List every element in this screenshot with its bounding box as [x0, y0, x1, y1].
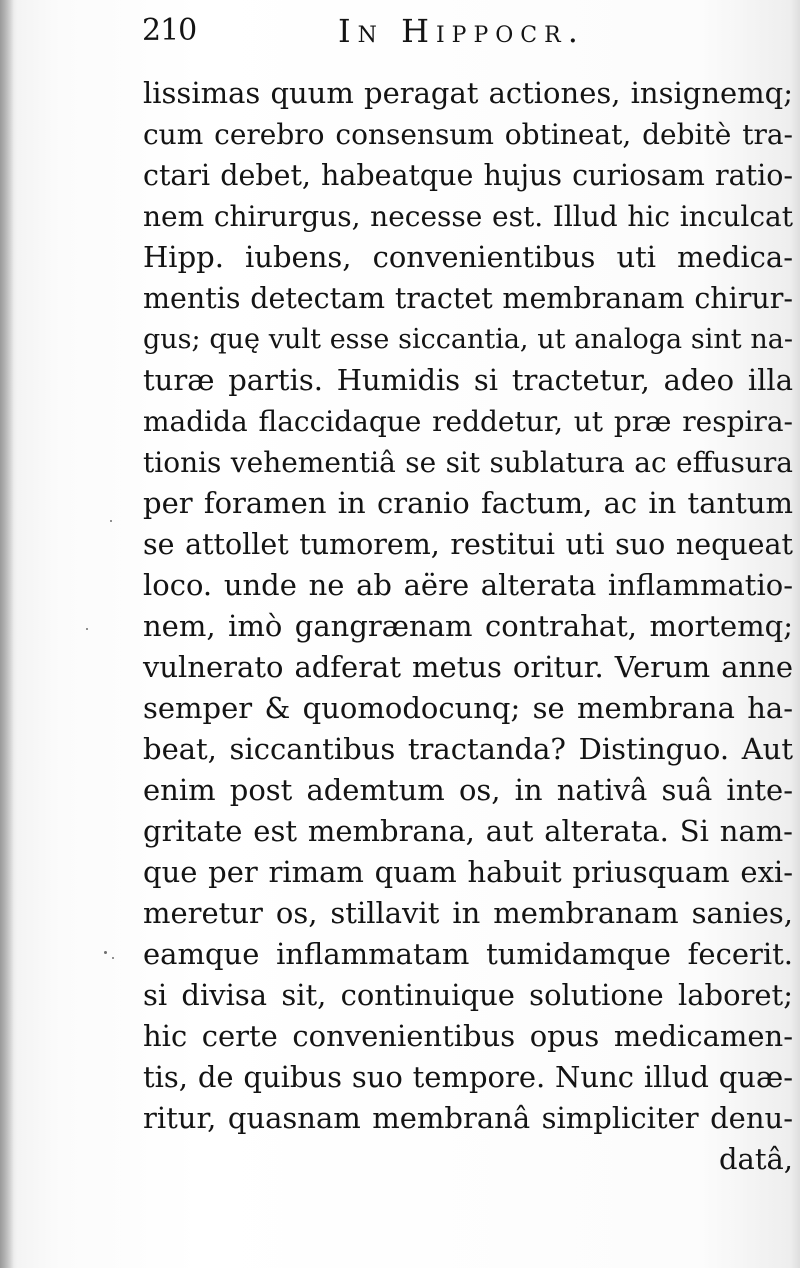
text-line: gus; quę vult esse siccantia, ut analoga sint na- [143, 324, 793, 355]
text-line: lissimas quum peragat actiones, insignemq; [143, 76, 793, 110]
text-line: enim post ademtum os, in nativâ suâ inte- [143, 773, 793, 807]
catchword: datâ, [718, 1142, 793, 1176]
text-line: ritur, quasnam membranâ simpliciter denu- [143, 1101, 793, 1135]
text-line: meretur os, stillavit in membranam sanies, [143, 896, 793, 930]
ink-speck [104, 951, 107, 954]
text-line: turæ partis. Humidis si tractetur, adeo illa [143, 363, 793, 397]
spine-shadow [0, 0, 14, 1268]
text-line: semper & quomodocunq; se membrana ha- [143, 691, 793, 725]
body-text [143, 73, 793, 1180]
text-line: loco. unde ne ab aëre alterata inflammatio- [143, 568, 793, 602]
text-line: Hipp. iubens, convenientibus uti medica- [143, 240, 793, 274]
text-line: nem, imò gangrænam contrahat, mortemq; [143, 609, 793, 643]
text-line: se attollet tumorem, restitui uti suo nequeat [143, 528, 793, 561]
page-number: 210 [142, 13, 197, 48]
show-through-mark [340, 1135, 386, 1189]
running-head: In Hippocr. [338, 12, 585, 50]
text-line: madida flaccidaque reddetur, ut præ respira- [143, 405, 793, 438]
text-line: mentis detectam tractet membranam chirur- [143, 282, 793, 315]
text-line: beat, siccantibus tractanda? Distinguo. Aut [143, 732, 793, 766]
ink-speck [86, 628, 88, 630]
text-line: vulnerato adferat metus oritur. Verum anne [143, 650, 793, 684]
text-line: hic certe convenientibus opus medicamen- [143, 1019, 793, 1053]
text-line: eamque inflammatam tumidamque fecerit. [143, 937, 793, 971]
ink-speck [112, 957, 114, 959]
text-line: tionis vehementiâ se sit sublatura ac effusura [143, 446, 793, 479]
text-line: nem chirurgus, necesse est. Illud hic inculcat [143, 200, 793, 233]
text-line: que per rimam quam habuit priusquam exi- [143, 855, 793, 889]
text-line: tis, de quibus suo tempore. Nunc illud quæ- [143, 1060, 793, 1094]
text-line: si divisa sit, continuique solutione laboret; [143, 978, 793, 1012]
text-line: ctari debet, habeatque hujus curiosam ratio- [143, 159, 793, 192]
text-line: cum cerebro consensum obtineat, debitè tra- [143, 118, 793, 151]
text-line: per foramen in cranio factum, ac in tantum [143, 486, 793, 520]
text-line: gritate est membrana, aut alterata. Si nam- [143, 814, 793, 848]
ink-speck [110, 520, 112, 522]
